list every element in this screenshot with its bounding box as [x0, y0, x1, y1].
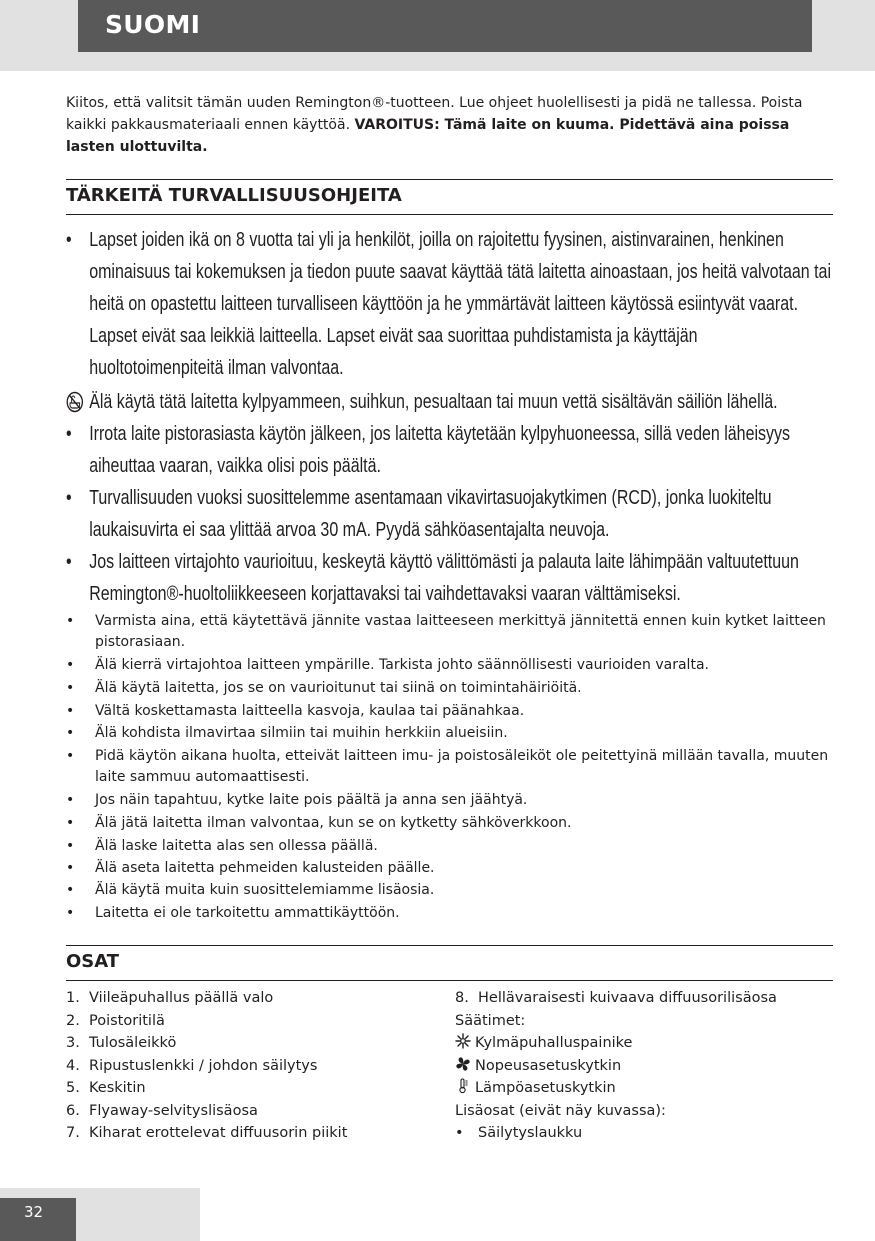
- safety-item: [66, 678, 836, 699]
- condition-text: Älä käytä tätä laitetta kylpyammeen, suihkun, pesualtaan tai muun vettä sisältävän säiliön lähellä.: [89, 391, 778, 413]
- bullet: •: [66, 838, 75, 854]
- list-item: 7. Kiharat erottelevat diffuusorin piikit: [66, 1125, 348, 1141]
- bullet: •: [66, 423, 72, 445]
- parts-list-right: [455, 987, 835, 1145]
- control-item: Kylmäpuhalluspainike: [455, 1032, 835, 1055]
- item-text: Älä kohdista ilmavirtaa silmiin tai muihin herkkiin alueisiin.: [95, 725, 508, 741]
- item-text: Älä käytä muita kuin suosittelemiamme lisäosia.: [95, 882, 435, 898]
- condition-text: Irrota laite pistorasiasta käytön jälkeen, jos laitetta käytetään kylpyhuoneessa, sillä veden läheisyys aiheuttaa vaaran, vaikka olisi pois päältä.: [89, 423, 791, 477]
- parts-title: OSAT: [66, 951, 120, 972]
- no-bath-icon: [66, 391, 84, 413]
- safety-item: [66, 746, 836, 788]
- safety-item: [66, 903, 836, 924]
- condition-text: Jos laitteen virtajohto vaurioituu, keskeytä käyttö välittömästi ja palauta laite lähimpään valtuutettuun Remington®-huoltoliikkeeseen korjattavaksi tai vaihdettavaksi vaaran välttämiseksi.: [89, 551, 799, 605]
- bullet: •: [66, 882, 75, 898]
- item-text: Laitetta ei ole tarkoitettu ammattikäyttöön.: [95, 905, 400, 921]
- safety-title: TÄRKEITÄ TURVALLISUUSOHJEITA: [66, 185, 402, 206]
- language-bar: [78, 0, 812, 52]
- item-text: Älä kierrä virtajohtoa laitteen ympärille. Tarkista johto säännöllisesti vaurioiden varalta.: [95, 657, 709, 673]
- bullet: •: [66, 657, 75, 673]
- safety-condition: [66, 224, 836, 384]
- bullet: •: [66, 229, 72, 251]
- item-text: Älä jätä laitetta ilman valvontaa, kun se on kytketty sähköverkkoon.: [95, 815, 572, 831]
- safety-item: [66, 790, 836, 811]
- item-text: Älä käytä laitetta, jos se on vaurioitunut tai siinä on toimintahäiriöitä.: [95, 680, 582, 696]
- item-text: Älä aseta laitetta pehmeiden kalusteiden päälle.: [95, 860, 435, 876]
- list-item: 3. Tulosäleikkö: [66, 1035, 177, 1051]
- bullet: •: [66, 680, 75, 696]
- item-text: Älä laske laitetta alas sen ollessa päällä.: [95, 838, 378, 854]
- item-text: Pidä käytön aikana huolta, etteivät laitteen imu- ja poistosäleiköt ole peitettyinä millään tavalla, muuten laite sammuu automaattisesti.: [95, 748, 829, 785]
- intro-text: Kiitos, että valitsit tämän uuden Remington®-tuotteen. Lue ohjeet huolellisesti ja pidä ne tallessa. Poista kaikki pakkausmateriaali ennen käyttöä.: [66, 95, 803, 133]
- snowflake-icon: [455, 1033, 471, 1049]
- accessory-item: • Säilytyslaukku: [455, 1125, 583, 1141]
- safety-item: [66, 655, 836, 676]
- list-item: 4. Ripustuslenkki / johdon säilytys: [66, 1057, 318, 1074]
- list-item: 2. Poistoritilä: [66, 1012, 165, 1029]
- fan-icon: [455, 1056, 471, 1072]
- accessories-label: Lisäosat (eivät näy kuvassa):: [455, 1102, 666, 1119]
- bullet: •: [66, 613, 75, 629]
- bullet: •: [66, 905, 75, 921]
- safety-item: [66, 611, 836, 653]
- controls-label: Säätimet:: [455, 1012, 526, 1029]
- language-title: SUOMI: [105, 10, 201, 39]
- condition-text: Lapset joiden ikä on 8 vuotta tai yli ja henkilöt, joilla on rajoitettu fyysinen, aistinvarainen, henkinen ominaisuus tai kokemuksen ja tiedon puute saavat käyttää tätä laitetta ainoastaan, jos heitä valvotaan tai heitä on opastettu laitteen turvalliseen käyttöön ja he ymmärtävät laitteen käytössä esiintyvät vaarat. Lapset eivät saa leikkiä laitteella. Lapset eivät saa suorittaa puhdistamista ja käyttäjän huoltotoimenpiteitä ilman valvontaa.: [89, 229, 831, 379]
- bullet: •: [66, 551, 72, 573]
- list-item: 5. Keskitin: [66, 1080, 146, 1096]
- condition-text: Turvallisuuden vuoksi suosittelemme asentamaan vikavirtasuojakytkimen (RCD), jonka luokiteltu laukaisuvirta ei saa ylittää arvoa 30 mA. Pyydä sähköasentajalta neuvoja.: [89, 487, 772, 541]
- item-text: Jos näin tapahtuu, kytke laite pois päältä ja anna sen jäähtyä.: [95, 792, 528, 808]
- bullet: •: [66, 792, 75, 808]
- safety-condition: [66, 546, 836, 610]
- control-item: Nopeusasetuskytkin: [455, 1055, 835, 1078]
- bullet: •: [66, 748, 75, 764]
- safety-item: [66, 858, 836, 879]
- control-item: Lämpöasetuskytkin: [455, 1077, 835, 1100]
- parts-section-heading: [66, 945, 833, 981]
- list-item: 6. Flyaway-selvityslisäosa: [66, 1102, 258, 1119]
- intro-paragraph: [66, 92, 836, 158]
- safety-item: [66, 836, 836, 857]
- item-text: Varmista aina, että käytettävä jännite vastaa laitteeseen merkittyä jännitettä ennen kuin kytket laitteen pistorasiaan.: [95, 613, 826, 650]
- item-text: Vältä koskettamasta laitteella kasvoja, kaulaa tai päänahkaa.: [95, 703, 525, 719]
- thermometer-icon: [455, 1078, 471, 1094]
- safety-condition: [66, 386, 836, 418]
- bullet: •: [66, 703, 75, 719]
- list-item: 8. Hellävaraisesti kuivaava diffuusorilisäosa: [455, 990, 777, 1006]
- intro-warning: VAROITUS: Tämä laite on kuuma. Pidettävä aina poissa lasten ulottuvilta.: [66, 117, 790, 155]
- safety-item: [66, 701, 836, 722]
- safety-item: [66, 813, 836, 834]
- safety-item: [66, 880, 836, 901]
- bullet: •: [66, 487, 72, 509]
- page-number: 32: [24, 1203, 44, 1221]
- safety-item: [66, 723, 836, 744]
- bullet: •: [66, 725, 75, 741]
- safety-condition: [66, 418, 836, 482]
- parts-list-left: [66, 987, 436, 1145]
- bullet: •: [66, 860, 75, 876]
- safety-section-heading: [66, 179, 833, 215]
- list-item: 1. Viileäpuhallus päällä valo: [66, 990, 274, 1006]
- bullet: •: [66, 815, 75, 831]
- safety-condition: [66, 482, 836, 546]
- page-number-box: [0, 1198, 76, 1241]
